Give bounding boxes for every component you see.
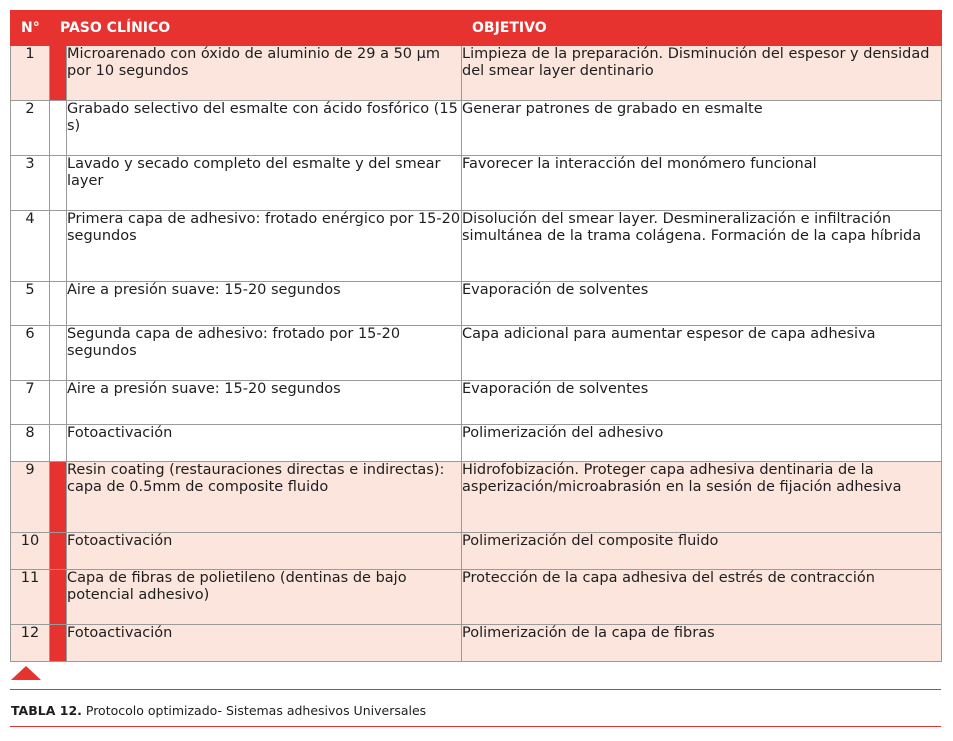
table-row	[11, 156, 942, 211]
objetivo-cell: Polimerización del adhesivo	[462, 425, 942, 462]
row-number: 9	[11, 462, 50, 533]
table-row	[11, 462, 942, 533]
objetivo-cell: Disolución del smear layer. Desmineralización e infiltración simultánea de la trama colágena. Formación de la capa híbrida	[462, 211, 942, 282]
paso-clinico-cell: Fotoactivación	[67, 625, 462, 662]
table-row	[11, 425, 942, 462]
table-row	[11, 282, 942, 326]
row-marker	[50, 462, 67, 533]
row-marker	[50, 326, 67, 381]
row-number: 10	[11, 533, 50, 570]
row-number: 3	[11, 156, 50, 211]
paso-clinico-cell: Capa de fibras de polietileno (dentinas de bajo potencial adhesivo)	[67, 570, 462, 625]
table-row	[11, 101, 942, 156]
row-number: 4	[11, 211, 50, 282]
table-row	[11, 570, 942, 625]
caption-label: TABLA 12.	[11, 703, 82, 718]
objetivo-cell: Polimerización del composite fluido	[462, 533, 942, 570]
red-triangle-icon	[11, 666, 41, 680]
row-marker	[50, 533, 67, 570]
objetivo-cell: Polimerización de la capa de fibras	[462, 625, 942, 662]
paso-clinico-cell: Fotoactivación	[67, 425, 462, 462]
paso-clinico-cell: Grabado selectivo del esmalte con ácido fosfórico (15 s)	[67, 101, 462, 156]
row-number: 12	[11, 625, 50, 662]
table-row	[11, 533, 942, 570]
header-objetivo: OBJETIVO	[462, 11, 942, 46]
objetivo-cell: Limpieza de la preparación. Disminución del espesor y densidad del smear layer dentinario	[462, 46, 942, 101]
row-marker	[50, 381, 67, 425]
table-header-row	[11, 11, 942, 46]
objetivo-cell: Favorecer la interacción del monómero funcional	[462, 156, 942, 211]
paso-clinico-cell: Aire a presión suave: 15-20 segundos	[67, 381, 462, 425]
objetivo-cell: Generar patrones de grabado en esmalte	[462, 101, 942, 156]
row-marker	[50, 46, 67, 101]
paso-clinico-cell: Aire a presión suave: 15-20 segundos	[67, 282, 462, 326]
row-marker	[50, 101, 67, 156]
row-marker	[50, 211, 67, 282]
row-number: 2	[11, 101, 50, 156]
row-number: 6	[11, 326, 50, 381]
objetivo-cell: Protección de la capa adhesiva del estrés de contracción	[462, 570, 942, 625]
table-row	[11, 211, 942, 282]
row-number: 11	[11, 570, 50, 625]
paso-clinico-cell: Primera capa de adhesivo: frotado enérgico por 15-20 segundos	[67, 211, 462, 282]
paso-clinico-cell: Resin coating (restauraciones directas e indirectas): capa de 0.5mm de composite fluido	[67, 462, 462, 533]
protocol-table	[10, 10, 942, 662]
row-number: 7	[11, 381, 50, 425]
table-row	[11, 326, 942, 381]
objetivo-cell: Evaporación de solventes	[462, 381, 942, 425]
objetivo-cell: Hidrofobización. Proteger capa adhesiva dentinaria de la asperización/microabrasión en la sesión de fijación adhesiva	[462, 462, 942, 533]
row-marker	[50, 570, 67, 625]
row-marker	[50, 156, 67, 211]
table-row	[11, 625, 942, 662]
row-number: 1	[11, 46, 50, 101]
objetivo-cell: Evaporación de solventes	[462, 282, 942, 326]
header-num: N°	[11, 11, 50, 46]
paso-clinico-cell: Segunda capa de adhesivo: frotado por 15-20 segundos	[67, 326, 462, 381]
header-paso: PASO CLÍNICO	[50, 11, 462, 46]
table-caption	[11, 703, 426, 718]
row-marker	[50, 625, 67, 662]
paso-clinico-cell: Fotoactivación	[67, 533, 462, 570]
caption-text: Protocolo optimizado- Sistemas adhesivos Universales	[81, 703, 427, 718]
table-row	[11, 381, 942, 425]
caption-top-rule	[10, 689, 941, 690]
table-row	[11, 46, 942, 101]
paso-clinico-cell: Microarenado con óxido de aluminio de 29 a 50 µm por 10 segundos	[67, 46, 462, 101]
row-number: 5	[11, 282, 50, 326]
row-marker	[50, 282, 67, 326]
paso-clinico-cell: Lavado y secado completo del esmalte y del smear layer	[67, 156, 462, 211]
row-marker	[50, 425, 67, 462]
caption-bottom-rule	[10, 726, 941, 727]
objetivo-cell: Capa adicional para aumentar espesor de capa adhesiva	[462, 326, 942, 381]
row-number: 8	[11, 425, 50, 462]
